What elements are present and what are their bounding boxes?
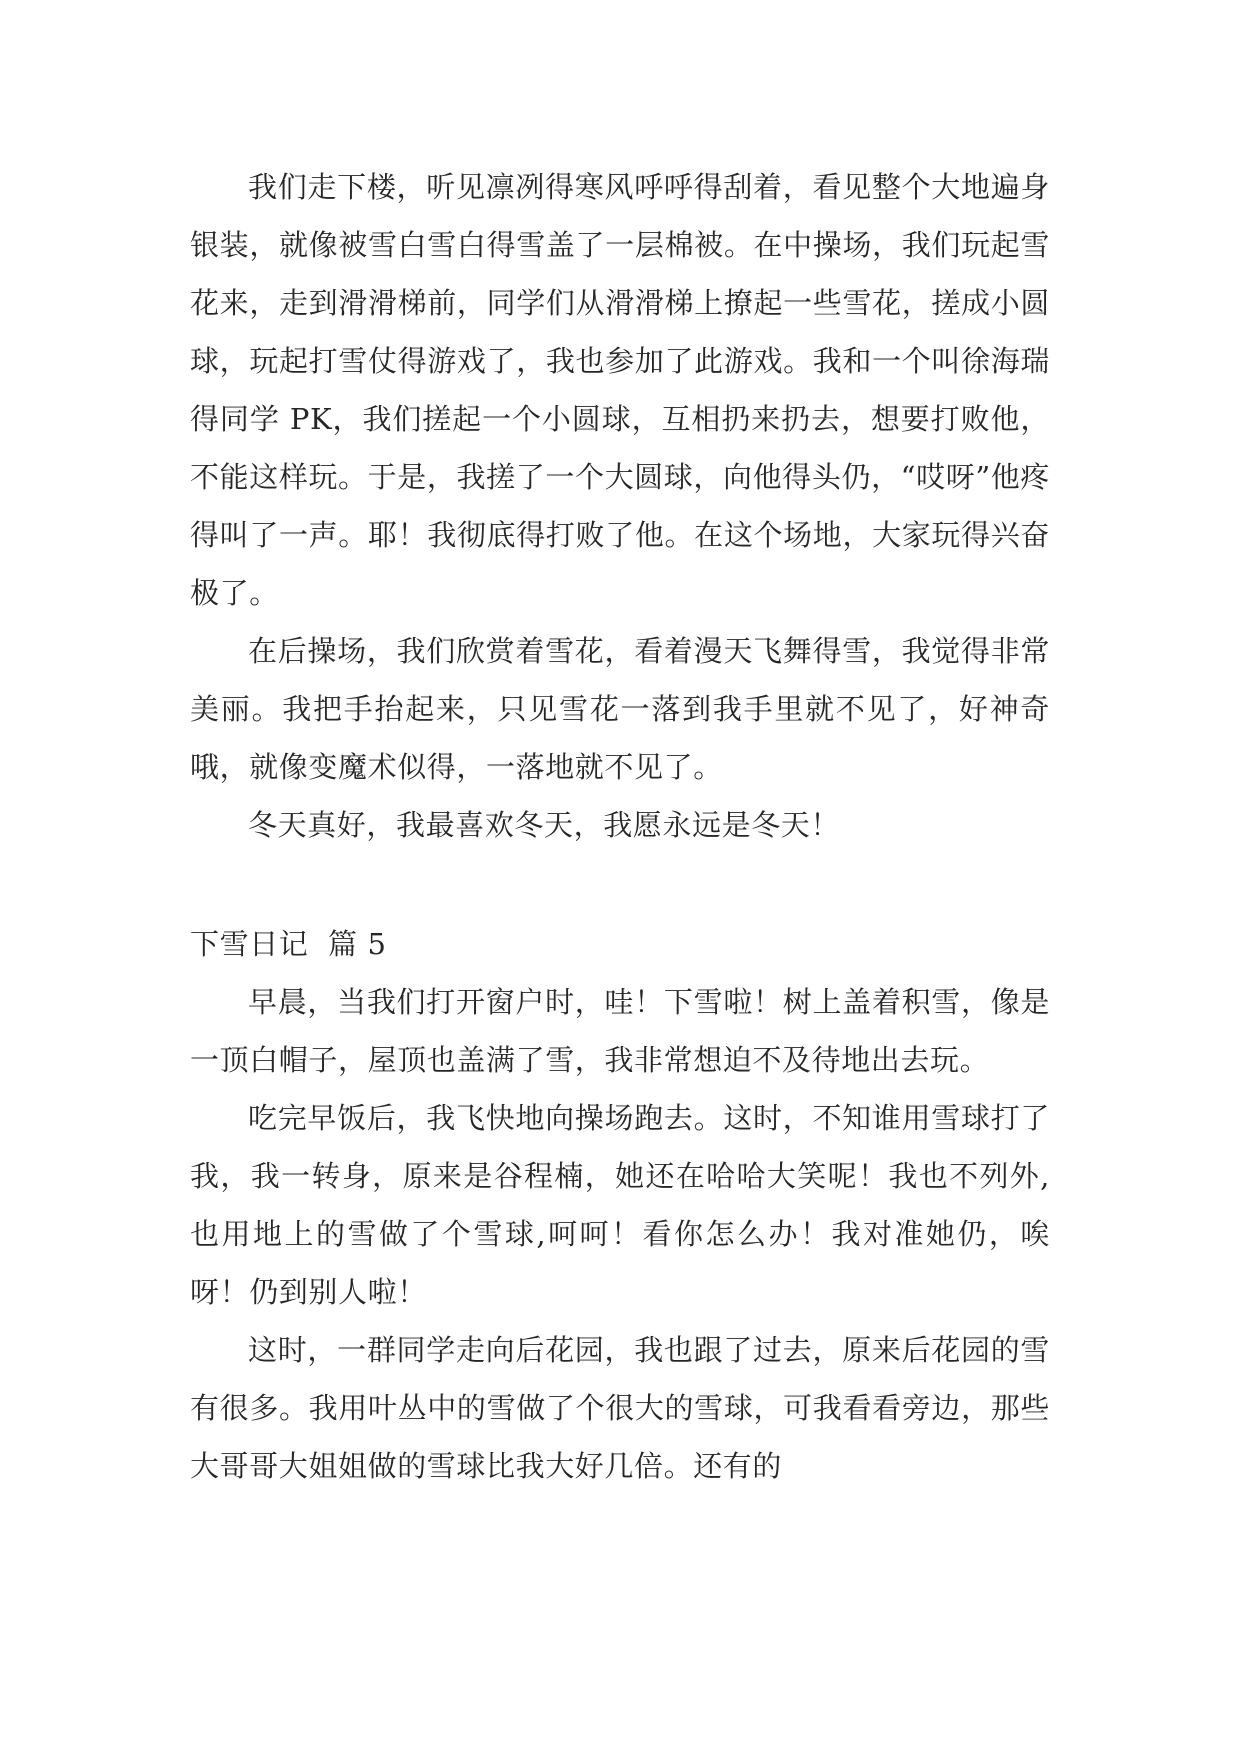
paragraph: 我们走下楼，听见凛冽得寒风呼呼得刮着，看见整个大地遍身银装，就像被雪白雪白得雪盖了一层棉被。在中操场，我们玩起雪花来，走到滑滑梯前，同学们从滑滑梯上撩起一些雪花，搓成小圆球，玩起打雪仗得游戏了，我也参加了此游戏。我和一个叫徐海瑞得同学 PK，我们搓起一个小圆球，互相扔来扔去，想要打败他，不能这样玩。于是，我搓了一个大圆球，向他得头仍，“哎呀”他疼得叫了一声。耶！我彻底得打败了他。在这个场地，大家玩得兴奋极了。 — [190, 170, 1050, 610]
section-a-body — [190, 158, 1050, 854]
section-b-body — [190, 915, 1050, 1495]
paragraph: 冬天真好，我最喜欢冬天，我愿永远是冬天！ — [248, 808, 841, 842]
paragraph: 在后操场，我们欣赏着雪花，看着漫天飞舞得雪，我觉得非常美丽。我把手抬起来，只见雪花一落到我手里就不见了，好神奇哦，就像变魔术似得，一落地就不见了。 — [190, 634, 1050, 784]
section-heading: 下雪日记 篇 5 — [190, 927, 387, 961]
paragraph: 早晨，当我们打开窗户时，哇！下雪啦！树上盖着积雪，像是一顶白帽子，屋顶也盖满了雪，我非常想迫不及待地出去玩。 — [190, 985, 1050, 1077]
paragraph: 这时，一群同学走向后花园，我也跟了过去，原来后花园的雪有很多。我用叶丛中的雪做了个很大的雪球，可我看看旁边，那些大哥哥大姐姐做的雪球比我大好几倍。还有的 — [190, 1333, 1050, 1483]
paragraph: 吃完早饭后，我飞快地向操场跑去。这时，不知谁用雪球打了我，我一转身，原来是谷程楠，她还在哈哈大笑呢！我也不列外,也用地上的雪做了个雪球,呵呵！看你怎么办！我对准她仍，唉呀！仍到别人啦！ — [190, 1101, 1050, 1309]
